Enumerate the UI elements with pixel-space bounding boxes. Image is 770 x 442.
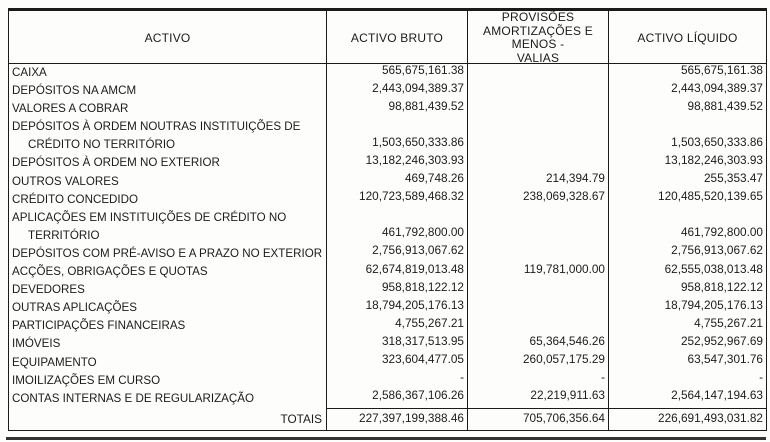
cell-activo-liquido: 252,952,967.69 — [608, 335, 766, 353]
row-label: TERRITÓRIO — [28, 228, 100, 242]
table-row — [9, 299, 766, 317]
header-activo — [9, 11, 326, 65]
row-label: OUTROS VALORES — [12, 174, 119, 188]
header-activo-label: ACTIVO — [144, 31, 191, 45]
cell-activo-bruto: 13,182,246,303.93 — [326, 154, 467, 172]
cell-activo-bruto: 4,755,267.21 — [326, 317, 467, 335]
cell-provisoes — [467, 154, 608, 172]
cell-provisoes: - — [467, 372, 608, 390]
row-label: CRÉDITO NO TERRITÓRIO — [28, 138, 176, 152]
row-label: CONTAS INTERNAS E DE REGULARIZAÇÃO — [12, 391, 255, 405]
table-row — [9, 136, 766, 154]
cell-provisoes — [467, 299, 608, 317]
cell-provisoes: 238,069,328.67 — [467, 191, 608, 209]
header-activo-bruto — [326, 11, 467, 65]
cell-activo-bruto: 1,503,650,333.86 — [326, 136, 467, 154]
table-body — [9, 64, 766, 408]
cell-provisoes: 260,057,175.29 — [467, 354, 608, 372]
cell-activo-liquido: 565,675,161.38 — [608, 64, 766, 82]
cell-activo-bruto: 469,748.26 — [326, 173, 467, 191]
cell-provisoes — [467, 100, 608, 118]
cell-activo-liquido — [608, 118, 766, 136]
row-label: DEPÓSITOS À ORDEM NO EXTERIOR — [12, 156, 220, 170]
table-header-row — [9, 11, 766, 64]
row-label: APLICAÇÕES EM INSTITUIÇÕES DE CRÉDITO NO — [12, 210, 287, 224]
cell-activo-bruto: 2,756,913,067.62 — [326, 245, 467, 263]
row-label: ACÇÕES, OBRIGAÇÕES E QUOTAS — [12, 265, 208, 279]
cell-activo-bruto: 98,881,439.52 — [326, 100, 467, 118]
cell-activo-bruto: 323,604,477.05 — [326, 354, 467, 372]
cell-activo-bruto: 318,317,513.95 — [326, 335, 467, 353]
table-row — [9, 390, 766, 408]
cell-activo-bruto: 958,818,122.12 — [326, 281, 467, 299]
cell-activo-liquido: 13,182,246,303.93 — [608, 154, 766, 172]
row-label: DEPÓSITOS NA AMCM — [12, 84, 137, 98]
row-label: EQUIPAMENTO — [12, 355, 97, 369]
table-row — [9, 281, 766, 299]
cell-activo-bruto: 2,586,367,106.26 — [326, 390, 467, 408]
cell-provisoes — [467, 64, 608, 82]
row-label: VALORES A COBRAR — [12, 102, 129, 116]
table-row — [9, 191, 766, 209]
cell-activo-liquido: 2,756,913,067.62 — [608, 245, 766, 263]
totals-activo-bruto: 227,397,199,388.46 — [326, 408, 467, 430]
table-row — [9, 317, 766, 335]
totals-activo-liquido: 226,691,493,031.82 — [608, 408, 766, 430]
cell-activo-liquido: 18,794,205,176.13 — [608, 299, 766, 317]
balance-sheet-table — [8, 8, 767, 431]
cell-provisoes — [467, 245, 608, 263]
totals-provisoes: 705,706,356.64 — [467, 408, 608, 430]
cell-activo-liquido: 62,555,038,013.48 — [608, 263, 766, 281]
cell-activo-liquido: 958,818,122.12 — [608, 281, 766, 299]
cell-activo-liquido: 2,443,094,389.37 — [608, 82, 766, 100]
cell-activo-liquido: 1,503,650,333.86 — [608, 136, 766, 154]
totals-row — [9, 408, 766, 430]
row-label: OUTRAS APLICAÇÕES — [12, 301, 137, 315]
totals-label: TOTAIS — [280, 411, 322, 426]
row-label: IMOILIZAÇÕES EM CURSO — [12, 373, 161, 387]
cell-provisoes — [467, 317, 608, 335]
cell-provisoes: 214,394.79 — [467, 173, 608, 191]
cell-activo-bruto: 120,723,589,468.32 — [326, 191, 467, 209]
cell-activo-liquido: 2,564,147,194.63 — [608, 390, 766, 408]
scan-bottom-edge-line — [6, 437, 766, 440]
cell-provisoes — [467, 82, 608, 100]
cell-provisoes — [467, 118, 608, 136]
cell-activo-liquido: 255,353.47 — [608, 173, 766, 191]
cell-activo-liquido: 120,485,520,139.65 — [608, 191, 766, 209]
row-label: CRÉDITO CONCEDIDO — [12, 192, 139, 206]
cell-activo-bruto: 62,674,819,013.48 — [326, 263, 467, 281]
cell-provisoes — [467, 209, 608, 227]
cell-activo-bruto: - — [326, 372, 467, 390]
row-label: DEVEDORES — [12, 283, 85, 297]
row-label: DEPÓSITOS COM PRÉ-AVISO E A PRAZO NO EXTERIOR — [12, 246, 323, 260]
cell-provisoes: 119,781,000.00 — [467, 263, 608, 281]
table-row — [9, 64, 766, 82]
cell-activo-liquido: 63,547,301.76 — [608, 354, 766, 372]
cell-activo-bruto: 565,675,161.38 — [326, 64, 467, 82]
row-label: IMÓVEIS — [12, 337, 61, 351]
header-provisoes-line2: AMORTIZAÇÕES E MENOS - — [483, 23, 593, 51]
table-row — [9, 354, 766, 372]
header-activo-liquido-label: ACTIVO LÍQUIDO — [637, 31, 738, 45]
cell-activo-liquido: 461,792,800.00 — [608, 227, 766, 245]
table-row — [9, 154, 766, 172]
row-label: DEPÓSITOS À ORDEM NOUTRAS INSTITUIÇÕES DE — [12, 120, 301, 134]
row-label: PARTICIPAÇÕES FINANCEIRAS — [12, 319, 186, 333]
cell-provisoes: 22,219,911.63 — [467, 390, 608, 408]
cell-provisoes — [467, 281, 608, 299]
table-row — [9, 335, 766, 353]
cell-activo-bruto: 461,792,800.00 — [326, 227, 467, 245]
table-row — [9, 372, 766, 390]
table-row — [9, 118, 766, 136]
cell-provisoes: 65,364,546.26 — [467, 335, 608, 353]
header-provisoes — [467, 11, 608, 65]
cell-activo-bruto: 2,443,094,389.37 — [326, 82, 467, 100]
cell-provisoes — [467, 227, 608, 245]
cell-activo-bruto — [326, 118, 467, 136]
table-row — [9, 263, 766, 281]
table-row — [9, 82, 766, 100]
table-row — [9, 100, 766, 118]
cell-activo-bruto: 18,794,205,176.13 — [326, 299, 467, 317]
header-provisoes-line3: VALIAS — [516, 50, 560, 65]
row-label: CAIXA — [12, 66, 47, 79]
table-row — [9, 245, 766, 263]
cell-activo-liquido: 4,755,267.21 — [608, 317, 766, 335]
table-row — [9, 173, 766, 191]
header-activo-liquido — [608, 11, 766, 65]
header-provisoes-line1: PROVISÕES — [501, 10, 575, 24]
cell-activo-liquido: 98,881,439.52 — [608, 100, 766, 118]
cell-provisoes — [467, 136, 608, 154]
header-activo-bruto-label: ACTIVO BRUTO — [350, 31, 444, 45]
cell-activo-liquido: - — [608, 372, 766, 390]
